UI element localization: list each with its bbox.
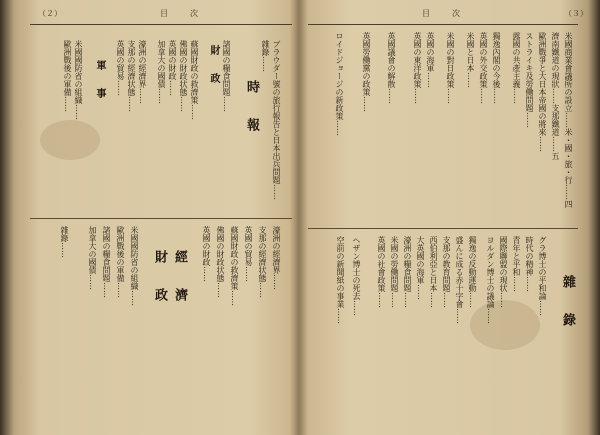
toc-entry: 空前の新聞紙の事業……: [336, 236, 345, 324]
toc-entry: 獨逸の反動運動……: [468, 236, 477, 308]
toc-entry: 米國商業會議所の設立……米・國・旅・行……四: [564, 32, 573, 208]
toc-entry: 獨逸內閣の今後……: [492, 32, 501, 104]
toc-entry: 露國の共產主義……: [512, 32, 521, 104]
toc-entry: 諸國の糧食問題……: [222, 40, 231, 112]
toc-entry: 佛國の財政状態……: [216, 226, 225, 298]
toc-entry: グラ博士の平和論……: [538, 236, 547, 316]
toc-entry: 米國と日本……: [466, 32, 475, 88]
section-heading-zaisei: 財 政: [208, 45, 219, 87]
section-heading-jiho: 時 報: [244, 80, 259, 137]
toc-entry: 西伯利亞と日本……: [429, 236, 438, 308]
right-folio: （３）: [564, 9, 588, 18]
toc-entry: 歐洲戰爭と大日本帝國の將來……: [538, 32, 547, 152]
toc-entry: 濠洲の經濟界……: [272, 226, 281, 290]
toc-entry: 英國の社會政策……: [377, 236, 386, 308]
toc-entry: 英國の東洋政策……: [413, 32, 422, 104]
toc-entry: 英國勞働黨の政策……: [362, 32, 371, 112]
toc-entry: ロイドジョージの新政策……: [335, 32, 344, 136]
toc-entry: 青年と平和……: [512, 236, 521, 292]
toc-entry: ヘザン博士の死去……: [352, 236, 361, 316]
toc-entry: 濟南鐵道の現狀……支那鐵道……五: [551, 32, 560, 160]
toc-entry: 國際聯盟の現状……: [499, 236, 508, 308]
toc-entry: 大英國の海軍……: [416, 236, 425, 300]
left-page: [10, 0, 296, 435]
toc-entry: 加拿大の國債……: [88, 226, 97, 290]
toc-entry: 米國の對日政策……: [446, 32, 455, 104]
toc-entry: 雜錄……: [60, 226, 69, 258]
toc-entry: 加拿大の國債……: [157, 40, 166, 104]
toc-entry: 英國の海軍……: [426, 32, 435, 88]
toc-entry: 英國の貿易……: [116, 40, 125, 96]
toc-entry: 英國の貿易……: [244, 226, 253, 282]
toc-entry: 米國國防省の組織……: [74, 40, 83, 120]
toc-entry: 雜錄……: [261, 40, 270, 72]
toc-entry: 濠洲の糧食問題……: [403, 236, 412, 308]
toc-entry: ストライキ及勞働問題……: [525, 32, 534, 128]
section-heading-zatsuroku: 雜 錄: [560, 275, 575, 332]
toc-entry: 英國議會の解散……: [387, 32, 396, 104]
toc-entry: 英國の外交政策……: [479, 32, 488, 104]
toc-entry: 諸國の糧食問題……: [102, 226, 111, 298]
toc-entry: 歐洲戰後の軍備……: [116, 226, 125, 298]
left-top-rule: [30, 24, 292, 25]
toc-entry: 蘇國財政の救濟策……: [190, 40, 199, 120]
toc-entry: 米國國防省の組織……: [130, 226, 139, 306]
section-heading-keizai: 經 濟: [172, 250, 187, 307]
toc-entry: 濠洲の經濟界……: [138, 40, 147, 104]
toc-entry: 盛んに成る赤十字會……: [455, 236, 464, 324]
toc-entry: 支那の教育問題……: [442, 236, 451, 308]
left-folio: （２）: [38, 9, 62, 18]
toc-entry: 米國の勞働問題……: [390, 236, 399, 308]
toc-entry: 蘇國財政の救濟策……: [230, 226, 239, 306]
right-top-rule: [308, 24, 578, 25]
right-mid-rule: [308, 228, 578, 229]
toc-entry: ヨルダン博士の議論……: [486, 236, 495, 324]
section-heading-gunji: 軍 事: [94, 60, 105, 102]
toc-entry: 支那の經濟状態……: [127, 40, 136, 112]
toc-entry: 英國の財政……: [202, 226, 211, 282]
right-page: [302, 0, 590, 435]
toc-entry: 佛國の財政状態……: [179, 40, 188, 112]
toc-entry: ブラウダー號の旅行報告と日本出兵問題……: [272, 40, 281, 200]
toc-entry: 支那の經濟状態……: [258, 226, 267, 298]
toc-entry: 時代の精神……: [525, 236, 534, 292]
section-heading-zaisei-lower: 財 政: [152, 250, 167, 307]
right-running-head: 目 次: [422, 9, 462, 18]
toc-entry: 歐洲戰後の軍備……: [63, 40, 72, 112]
left-running-head: 目 次: [160, 9, 200, 18]
left-mid-rule: [30, 218, 292, 219]
toc-entry: 英國の財政……: [168, 40, 177, 96]
